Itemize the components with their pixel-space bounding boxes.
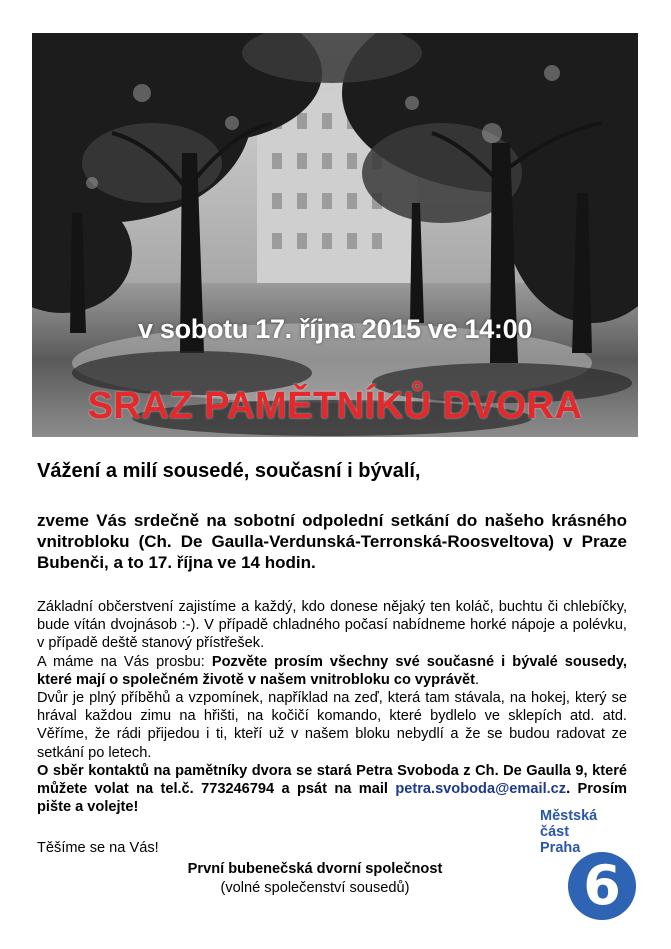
contact-lead: O sběr kontaktů na pamětníky dvora se stará Petra Svoboda z Ch. De Gaulla 9, které můžete volat na tel.č. 773246794 a psát na mail: [37, 762, 627, 798]
paragraph-contact: [37, 762, 627, 817]
district-logo-number: 6: [568, 852, 636, 920]
district-logo-text: [540, 808, 610, 856]
logo-line-2: část: [540, 824, 570, 840]
greeting-heading: Vážení a milí sousedé, současní i bývalí,: [37, 460, 421, 482]
paragraph-request: [37, 653, 627, 689]
logo-line-3: Praha: [540, 840, 581, 856]
request-lead: A máme na Vás prosbu:: [37, 653, 212, 670]
closing-line: Těšíme se na Vás!: [37, 840, 159, 856]
request-end: .: [474, 671, 480, 688]
contact-end: . Prosím pište a volejte!: [37, 781, 627, 816]
body-text: [37, 598, 627, 816]
hero-photo: [32, 33, 638, 437]
event-date-line: v sobotu 17. října 2015 ve 14:00: [137, 314, 533, 344]
paragraph-refreshments: Základní občerstvení zajistíme a každý, kdo donese nějaký ten koláč, buchtu či chlebíčky, bude vítán dvojnásob :-). V případě chladného počasí nabídneme horké nápoje a polévku, v případě deště stanový přístřešek.: [37, 599, 627, 652]
courtyard-photo: [32, 33, 638, 437]
logo-line-1: Městská: [540, 808, 598, 824]
signature: [150, 860, 480, 898]
contact-email-link[interactable]: petra.svoboda@email.cz: [395, 781, 567, 798]
signature-organization: První bubenečská dvorní společnost: [187, 861, 443, 877]
event-title: SRAZ PAMĚTNÍKŮ DVORA: [87, 385, 583, 427]
invitation-paragraph: zveme Vás srdečně na sobotní odpolední setkání do našeho krásného vnitrobloku (Ch. De Gaulla-Verdunská-Terronská-Roosveltova) v Praze Bubenči, a to 17. října ve 14 hodin.: [37, 511, 627, 572]
paragraph-memories: Dvůr je plný příběhů a vzpomínek, například na zeď, která tam stávala, na hokej, který se hrával každou zimu na hřišti, na kočičí komando, které bydlelo ve sklepích atd. atd. Věříme, že rádi přijedou i ti, kteří už v našem bloku nebydlí a že se budou radovat ze setkání po letech.: [37, 690, 627, 761]
signature-subtitle: (volné společenství sousedů): [220, 880, 410, 896]
request-bold: Pozvěte prosím všechny své současné i bývalé sousedy, které mají o společném životě v našem vnitrobloku co vyprávět: [37, 653, 627, 688]
